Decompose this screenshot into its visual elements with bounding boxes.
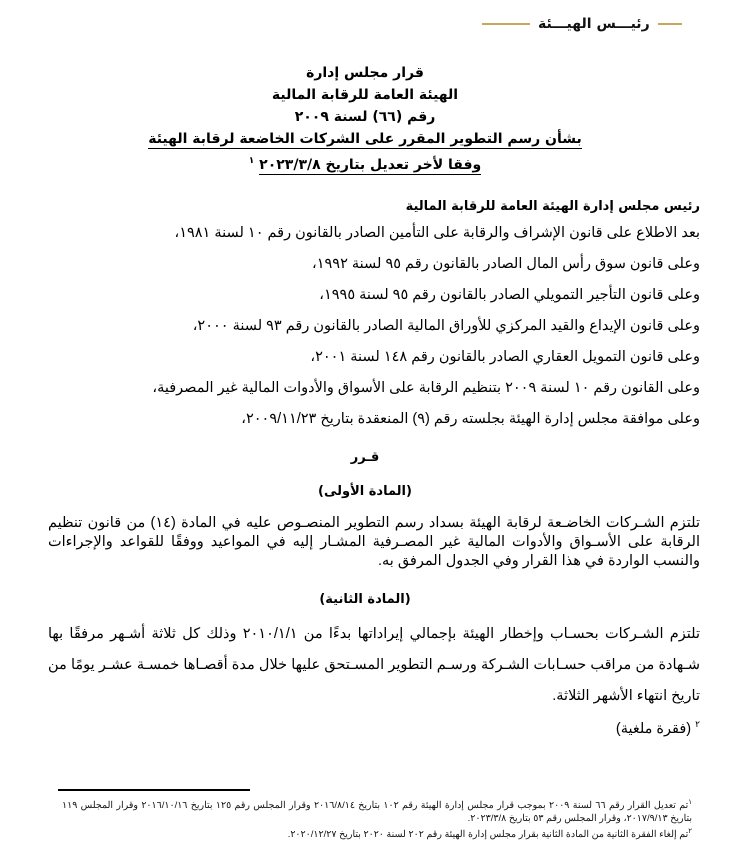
- footnote-ref[interactable]: ٢: [695, 719, 700, 729]
- recital: وعلى موافقة مجلس إدارة الهيئة بجلسته رقم (٩) المنعقدة بتاريخ ٢٠٠٩/١١/٢٣،: [241, 411, 700, 427]
- header-title: رئيـــس الهيـــئة: [538, 16, 650, 32]
- footnote-ref[interactable]: ١: [248, 156, 255, 166]
- footnote-text: تم تعديل القرار رقم ٦٦ لسنة ٢٠٠٩ بموجب قرار مجلس إدارة الهيئة رقم ١٠٢ بتاريخ ٢٠١٦/٨/١٤ وقرار المجلس رقم ١٢٥ بتاريخ ٢٠١٦/١٠/١٦ وقرار المجلس ١١٩ بتاريخ ٢٠١٧/٩/١٣، وقرار المجلس رقم ٥٣ بتاريخ ٢٠٢٣/٣/٨.: [62, 800, 692, 825]
- chair-heading: رئيس مجلس إدارة الهيئة العامة للرقابة المالية: [405, 199, 700, 214]
- repealed-text: (فقرة ملغية): [615, 720, 692, 737]
- repealed-paragraph: [616, 719, 700, 737]
- article-2-heading: (المادة الثانية): [319, 592, 411, 607]
- decided-heading: قـرر: [350, 450, 380, 465]
- footnotes: [62, 796, 692, 841]
- recital: وعلى قانون الإيداع والقيد المركزي للأوراق المالية الصادر بالقانون رقم ٩٣ لسنة ٢٠٠٠،: [192, 318, 700, 334]
- title-amendment-text: وفقا لأخر تعديل بتاريخ ٢٠٢٣/٣/٨: [259, 156, 482, 173]
- footnote-number: ١: [688, 799, 692, 806]
- header-accent-line: [482, 23, 530, 25]
- header-badge: [482, 12, 722, 36]
- title-line: رقم (٦٦) لسنة ٢٠٠٩: [294, 109, 436, 125]
- title-subject: [0, 128, 730, 150]
- footnote: [62, 796, 692, 825]
- article-1-body: تلتزم الشـركات الخاضـعة لرقابة الهيئة بسداد رسم التطوير المنصـوص عليه في المادة (١٤) من قانون تنظيم الرقابة على الأسـواق والأدوات المالية غير المصـرفية المشـار إليه في المواعيد ووفقًا للقواعد والإجراءات والنسب الواردة في هذا القرار وفي الجدول المرفق به.: [48, 515, 700, 569]
- header-accent-line: [658, 23, 682, 25]
- footnote: [62, 825, 692, 841]
- recital: وعلى القانون رقم ١٠ لسنة ٢٠٠٩ بتنظيم الرقابة على الأسواق والأدوات المالية غير المصرفية،: [152, 380, 700, 396]
- footnote-separator: [58, 789, 250, 791]
- title-subject-text: بشأن رسم التطوير المقرر على الشركات الخاضعة لرقابة الهيئة: [148, 131, 582, 147]
- title-line: الهيئة العامة للرقابة المالية: [271, 87, 459, 103]
- recital: بعد الاطلاع على قانون الإشراف والرقابة على التأمين الصادر بالقانون رقم ١٠ لسنة ١٩٨١،: [174, 225, 700, 241]
- document-title: [0, 62, 730, 172]
- recital: وعلى قانون التمويل العقاري الصادر بالقانون رقم ١٤٨ لسنة ٢٠٠١،: [310, 349, 700, 365]
- recital: وعلى قانون سوق رأس المال الصادر بالقانون رقم ٩٥ لسنة ١٩٩٢،: [312, 256, 700, 272]
- footnote-number: ٢: [688, 828, 692, 836]
- article-2-body: تلتزم الشـركات بحسـاب وإخطار الهيئة بإجمالي إيراداتها بدءًا من ٢٠١٠/١/١ وذلك كل ثلاثة أشـهر مرفقًا بها شـهادة من مراقب حسـابات الشـركة ورسـم التطوير المسـتحق عليها خلال مدة أقصـاها خمسـة عشـر يومًا من تاريخ انتهاء الأشهر الثلاثة.: [48, 626, 700, 704]
- recital: وعلى قانون التأجير التمويلي الصادر بالقانون رقم ٩٥ لسنة ١٩٩٥،: [319, 287, 700, 303]
- article-1-heading: (المادة الأولى): [318, 484, 412, 499]
- title-line: قرار مجلس إدارة: [306, 65, 424, 81]
- title-amendment-date: [0, 150, 730, 172]
- preamble: [60, 196, 700, 435]
- footnote-text: تم إلغاء الفقرة الثانية من المادة الثانية بقرار مجلس إدارة الهيئة رقم ٢٠٢ لسنة ٢٠٢٠ بتاريخ ٢٠٢٠/١٢/٢٧.: [287, 829, 689, 841]
